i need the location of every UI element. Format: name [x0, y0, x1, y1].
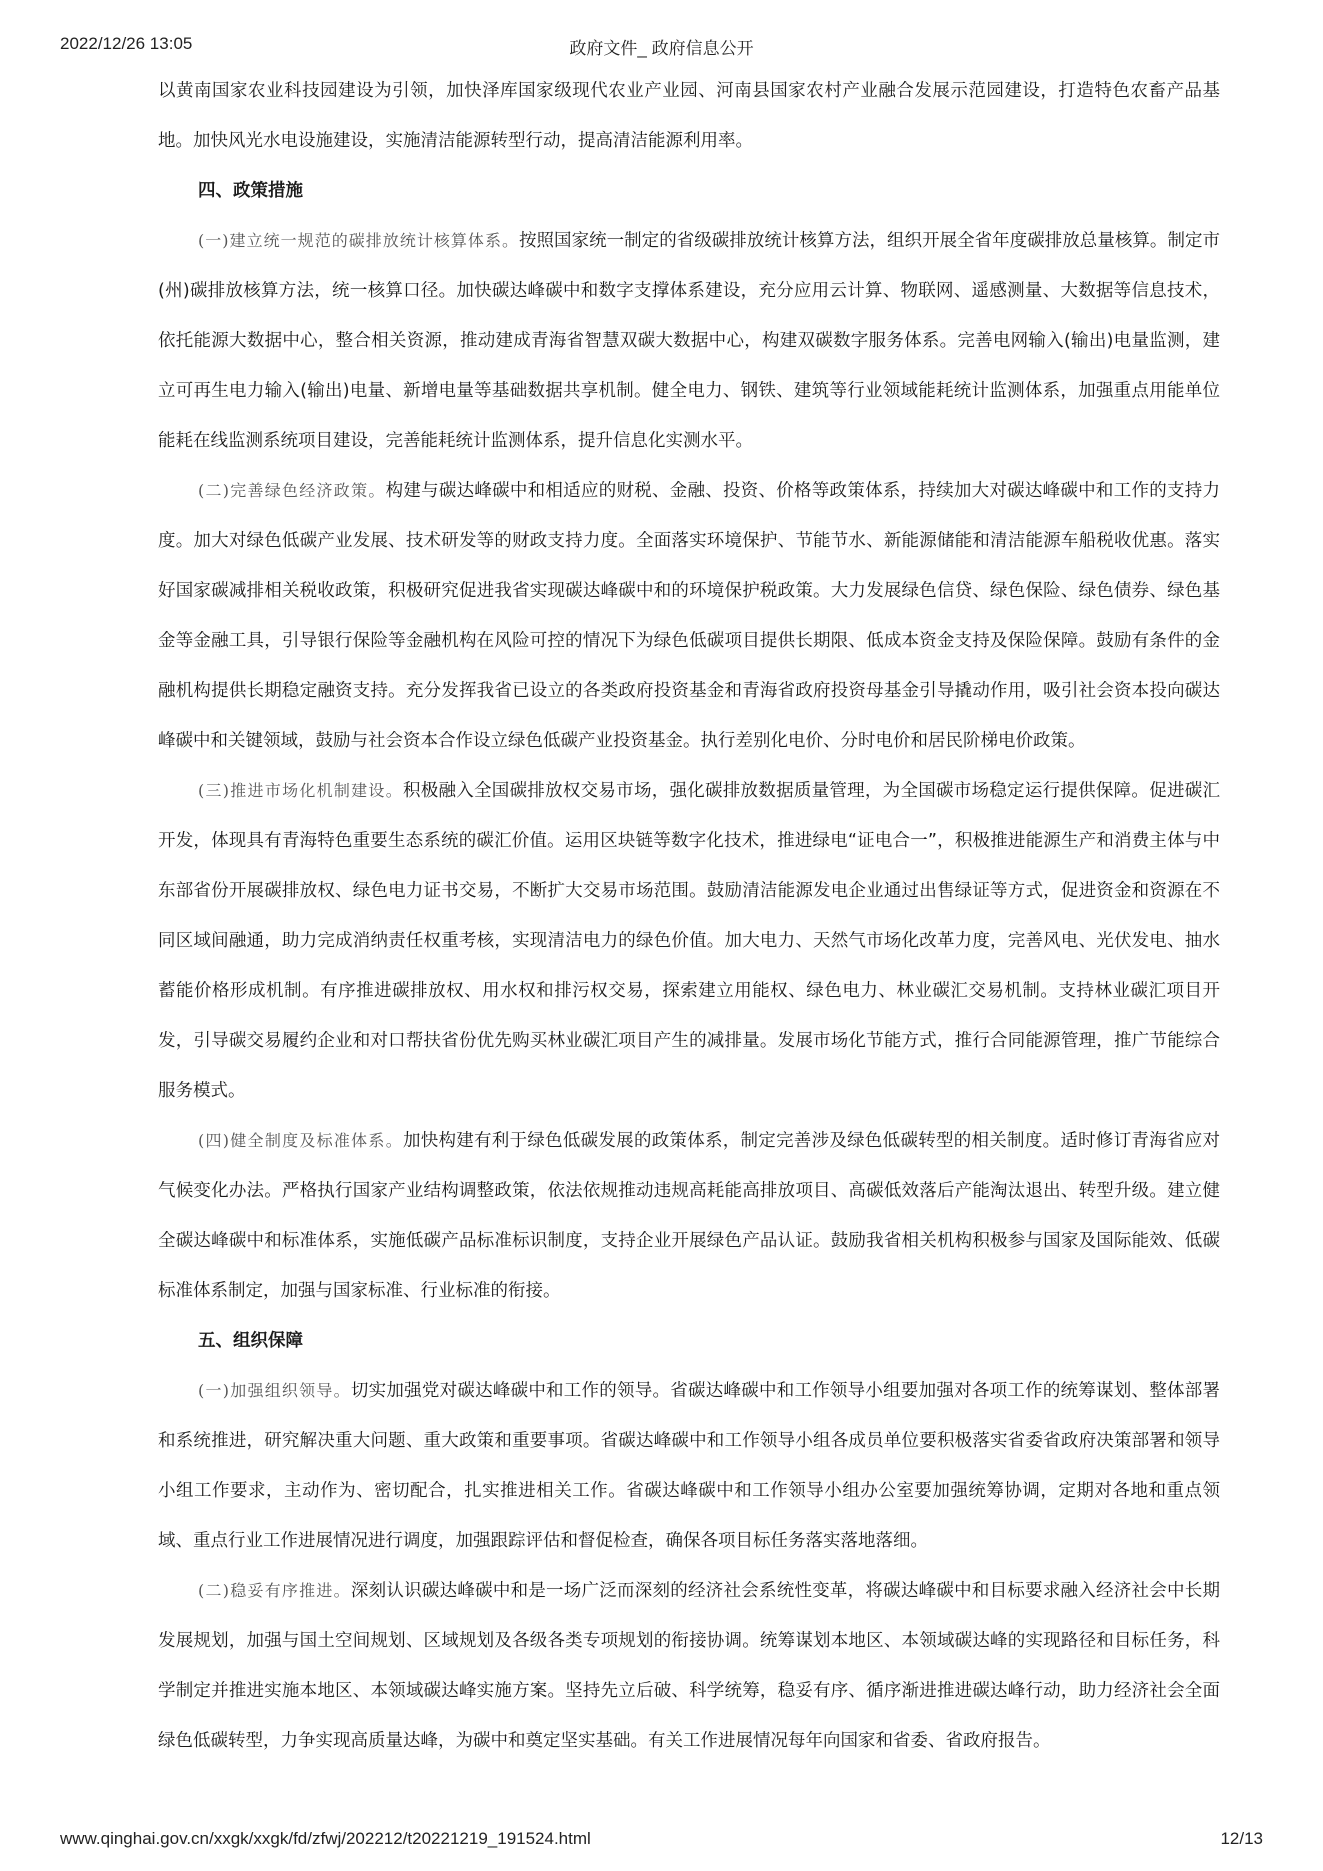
paragraph-body: 积极融入全国碳排放权交易市场，强化碳排放数据质量管理，为全国碳市场稳定运行提供保障。促进碳汇开发，体现具有青海特色重要生态系统的碳汇价值。运用区块链等数字化技术，推进绿电“证电合一”，积极推进能源生产和消费主体与中东部省份开展碳排放权、绿色电力证书交易，不断扩大交易市场范围。鼓励清洁能源发电企业通过出售绿证等方式，促进资金和资源在不同区域间融通，助力完成消纳责任权重考核，实现清洁电力的绿色价值。加大电力、天然气市场化改革力度，完善风电、光伏发电、抽水蓄能价格形成机制。有序推进碳排放权、用水权和排污权交易，探索建立用能权、绿色电力、林业碳汇交易机制。支持林业碳汇项目开发，引导碳交易履约企业和对口帮扶省份优先购买林业碳汇项目产生的减排量。发展市场化节能方式，推行合同能源管理，推广节能综合服务模式。: [158, 781, 1220, 1101]
page-title: 政府文件_ 政府信息公开: [569, 39, 754, 58]
page-number: 12/13: [1220, 1829, 1263, 1848]
paragraph-green-economy-policy: [158, 466, 1220, 766]
paragraph-steady-progress: [158, 1566, 1220, 1766]
paragraph-lead: (二)完善绿色经济政策。: [198, 481, 386, 500]
section-heading-policy-measures: 四、政策措施: [198, 181, 303, 201]
paragraph-lead: (四)健全制度及标准体系。: [198, 1131, 403, 1150]
paragraph-lead: (一)建立统一规范的碳排放统计核算体系。: [198, 231, 519, 250]
paragraph-lead: (一)加强组织领导。: [198, 1381, 351, 1400]
paragraph-body: 切实加强党对碳达峰碳中和工作的领导。省碳达峰碳中和工作领导小组要加强对各项工作的统筹谋划、整体部署和系统推进，研究解决重大问题、重大政策和重要事项。省碳达峰碳中和工作领导小组各成员单位要积极落实省委省政府决策部署和领导小组工作要求，主动作为、密切配合，扎实推进相关工作。省碳达峰碳中和工作领导小组办公室要加强统筹协调，定期对各地和重点领域、重点行业工作进展情况进行调度，加强跟踪评估和督促检查，确保各项目标任务落实落地落细。: [158, 1381, 1220, 1551]
paragraph-standards-system: [158, 1116, 1220, 1316]
page-url: www.qinghai.gov.cn/xxgk/xxgk/fd/zfwj/202212/t20221219_191524.html: [60, 1829, 591, 1848]
paragraph-carbon-accounting: [158, 216, 1220, 466]
print-footer: [0, 1829, 1323, 1853]
paragraph-body: 按照国家统一制定的省级碳排放统计核算方法，组织开展全省年度碳排放总量核算。制定市(州)碳排放核算方法，统一核算口径。加快碳达峰碳中和数字支撑体系建设，充分应用云计算、物联网、遥感测量、大数据等信息技术，依托能源大数据中心，整合相关资源，推动建成青海省智慧双碳大数据中心，构建双碳数字服务体系。完善电网输入(输出)电量监测，建立可再生电力输入(输出)电量、新增电量等基础数据共享机制。健全电力、钢铁、建筑等行业领域能耗统计监测体系，加强重点用能单位能耗在线监测系统项目建设，完善能耗统计监测体系，提升信息化实测水平。: [158, 231, 1220, 451]
paragraph-body: 深刻认识碳达峰碳中和是一场广泛而深刻的经济社会系统性变革，将碳达峰碳中和目标要求融入经济社会中长期发展规划，加强与国土空间规划、区域规划及各级各类专项规划的衔接协调。统筹谋划本地区、本领域碳达峰的实现路径和目标任务，科学制定并推进实施本地区、本领域碳达峰实施方案。坚持先立后破、科学统筹，稳妥有序、循序渐进推进碳达峰行动，助力经济社会全面绿色低碳转型，力争实现高质量达峰，为碳中和奠定坚实基础。有关工作进展情况每年向国家和省委、省政府报告。: [158, 1581, 1220, 1751]
paragraph-leadership: [158, 1366, 1220, 1566]
paragraph-body: 构建与碳达峰碳中和相适应的财税、金融、投资、价格等政策体系，持续加大对碳达峰碳中和工作的支持力度。加大对绿色低碳产业发展、技术研发等的财政支持力度。全面落实环境保护、节能节水、新能源储能和清洁能源车船税收优惠。落实好国家碳减排相关税收政策，积极研究促进我省实现碳达峰碳中和的环境保护税政策。大力发展绿色信贷、绿色保险、绿色债券、绿色基金等金融工具，引导银行保险等金融机构在风险可控的情况下为绿色低碳项目提供长期限、低成本资金支持及保险保障。鼓励有条件的金融机构提供长期稳定融资支持。充分发挥我省已设立的各类政府投资基金和青海省政府投资母基金引导撬动作用，吸引社会资本投向碳达峰碳中和关键领域，鼓励与社会资本合作设立绿色低碳产业投资基金。执行差别化电价、分时电价和居民阶梯电价政策。: [158, 481, 1220, 751]
paragraph-lead: (三)推进市场化机制建设。: [198, 781, 403, 800]
section-heading-organizational-guarantee: 五、组织保障: [198, 1331, 303, 1351]
paragraph-lead: (二)稳妥有序推进。: [198, 1581, 351, 1600]
print-header: [0, 34, 1323, 60]
paragraph-market-mechanism: [158, 766, 1220, 1116]
document-body: [158, 66, 1220, 1766]
paragraph-body: 加快构建有利于绿色低碳发展的政策体系，制定完善涉及绿色低碳转型的相关制度。适时修订青海省应对气候变化办法。严格执行国家产业结构调整政策，依法依规推动违规高耗能高排放项目、高碳低效落后产能淘汰退出、转型升级。建立健全碳达峰碳中和标准体系，实施低碳产品标准标识制度，支持企业开展绿色产品认证。鼓励我省相关机构积极参与国家及国际能效、低碳标准体系制定，加强与国家标准、行业标准的衔接。: [158, 1131, 1220, 1301]
continuation-paragraph: 以黄南国家农业科技园建设为引领，加快泽库国家级现代农业产业园、河南县国家农村产业融合发展示范园建设，打造特色农畜产品基地。加快风光水电设施建设，实施清洁能源转型行动，提高清洁能源利用率。: [158, 81, 1220, 151]
print-timestamp: 2022/12/26 13:05: [60, 34, 193, 53]
